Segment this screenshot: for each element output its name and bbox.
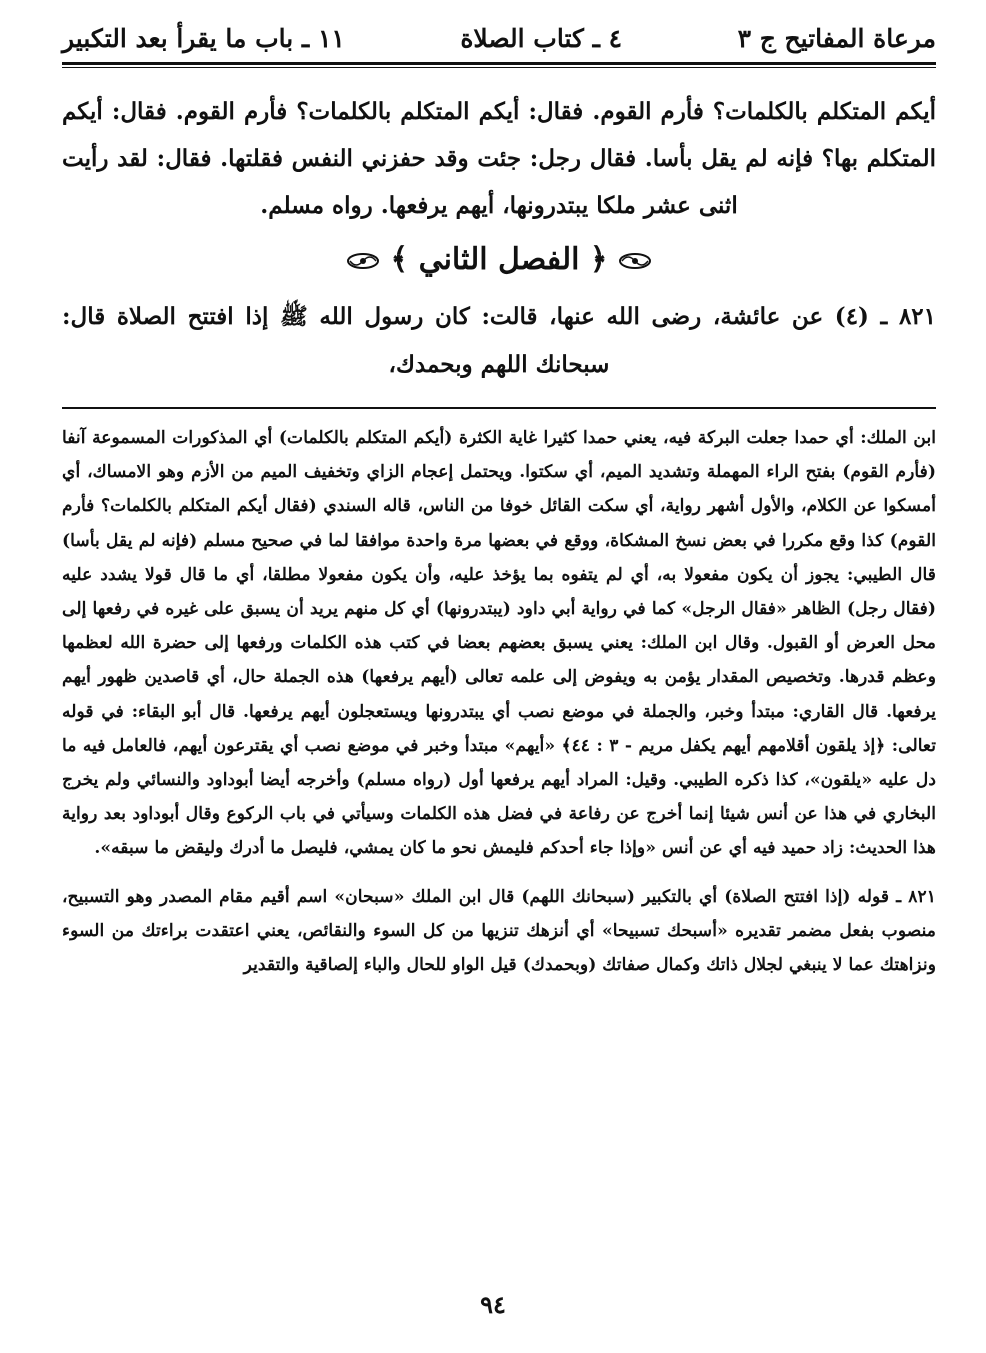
- section-heading: ﴿ الفصل الثاني ﴾: [62, 237, 936, 283]
- page-number: ٩٤: [480, 1290, 506, 1319]
- ornament-left-icon: [346, 251, 380, 271]
- hadith-block: [62, 293, 936, 389]
- ornament-right-icon: [618, 251, 652, 271]
- main-text-block: [62, 88, 936, 229]
- commentary-block: [62, 421, 936, 982]
- header-section: ١١ ـ باب ما يقرأ بعد التكبير: [62, 24, 345, 53]
- running-header: [62, 0, 936, 60]
- header-chapter: ٤ ـ كتاب الصلاة: [460, 24, 623, 53]
- main-text-paragraph: أيكم المتكلم بالكلمات؟ فأرم القوم. فقال: أيكم المتكلم بالكلمات؟ فأرم القوم. فقال: أيكم المتكلم بها؟ فإنه لم يقل بأسا. فقال رجل: جئت وقد حفزني النفس فقلتها. فقال: لقد رأيت اثنى عشر ملكا يبتدرونها، أيهم يرفعها. رواه مسلم.: [62, 98, 936, 219]
- header-book-title: مرعاة المفاتيح ج ٣: [737, 24, 936, 53]
- hadith-text: ٨٢١ ـ (٤) عن عائشة، رضى الله عنها، قالت: كان رسول الله ﷺ إذا افتتح الصلاة قال: سبحانك اللهم وبحمدك،: [62, 303, 936, 378]
- footnote-separator: [62, 407, 936, 409]
- commentary-paragraph-1: ابن الملك: أي حمدا جعلت البركة فيه، يعني حمدا كثيرا غاية الكثرة (أيكم المتكلم بالكلمات) أي المذكورات المسموعة آنفا (فأرم القوم) بفتح الراء المهملة وتشديد الميم، أي سكتوا. ويحتمل إعجام الزاي وتخفيف الميم من الأزم وهو الامساك، أي أمسكوا عن الكلام، والأول أشهر رواية، أي سكت القائل خوفا من الناس، قاله السندي (فقال أيكم المتكلم بالكلمات؟ فأرم القوم) كذا وقع مكررا في بعض نسخ المشكاة، ووقع في بعضها مرة واحدة موافقا لما في صحيح مسلم (فإنه لم يقل بأسا) قال الطيبي: يجوز أن يكون مفعولا به، أي لم يتفوه بما يؤخذ عليه، وأن يكون مفعولا مطلقا، أي ما قال قولا يشدد عليه (فقال رجل) الظاهر «فقال الرجل» كما في رواية أبي داود (يبتدرونها) أي كل منهم يريد أن يسبق على غيره في رفعها إلى محل العرض أو القبول. وقال ابن الملك: يعني يسبق بعضهم بعضا في كتب هذه الكلمات ورفعها إلى حضرة الله لعظمها وعظم قدرها. وتخصيص المقدار يؤمن به ويفوض إلى علمه تعالى (أيهم يرفعها) هذه الجملة حال، أي قاصدين ظهور أيهم يرفعها. قال القاري: مبتدأ وخبر، والجملة في موضع نصب أي يبتدرونها ويستعجلون أيهم يرفعها. قال أبو البقاء: في قوله تعالى: ﴿إذ يلقون أقلامهم أيهم يكفل مريم - ٣ : ٤٤﴾ «أيهم» مبتدأ وخبر في موضع نصب أي يقترعون أيهم، فالعامل فيه ما دل عليه «يلقون»، كذا ذكره الطيبي. وقيل: المراد أيهم يرفعها أول (رواه مسلم) وأخرجه أيضا أبوداود والنسائي ولم يخرج البخاري في هذا عن أنس شيئا إنما أخرج عن رفاعة في فضل هذه الكلمات وسيأتي في باب الركوع وقال أبوداود بعد رواية هذا الحديث: زاد حميد فيه أي عن أنس «وإذا جاء أحدكم فليمش نحو ما كان يمشي، فليصل ما أدرك وليقض ما سبقه».: [62, 428, 937, 859]
- commentary-paragraph-2: ٨٢١ ـ قوله (إذا افتتح الصلاة) أي بالتكبير (سبحانك اللهم) قال ابن الملك «سبحان» اسم أقيم مقام المصدر وهو التسبيح، منصوب بفعل مضمر تقديره «أسبحك تسبيحا» أي أنزهك تنزيها من كل السوء والنقائص، يعني اعتقدت براءتك من السوء ونزاهتك عما لا ينبغي لجلال ذاتك وكمال صفاتك (وبحمدك) قيل الواو للحال والباء إلصاقية والتقدير: [62, 886, 936, 976]
- section-title-text: الفصل الثاني: [418, 242, 580, 277]
- header-double-rule: [62, 62, 936, 68]
